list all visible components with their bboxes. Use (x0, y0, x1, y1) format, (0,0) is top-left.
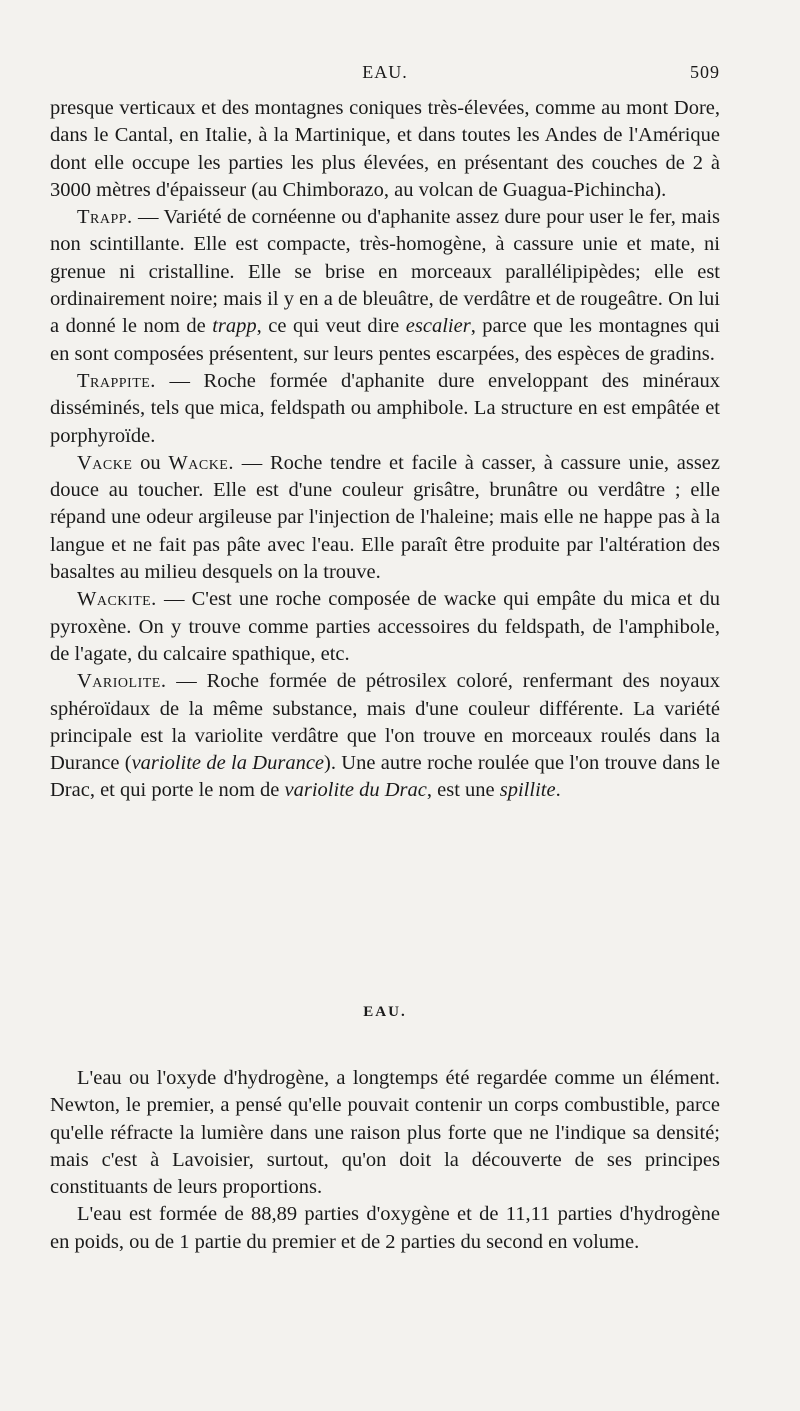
entry-term: Trappite. (77, 369, 156, 392)
entry-term: Variolite. (77, 670, 167, 693)
entry-vacke: Vacke ou Wacke. — Roche tendre et facile à casser, à cassure unie, assez douce au toucher. Elle est d'une couleur grisâtre, brunâtre ou verdâtre ; elle répand une odeur argileuse par l'injection de l'haleine; mais elle ne happe pas à la langue et ne fait pas pâte avec l'eau. Elle paraît être produite par l'altération des basaltes au milieu desquels on la trouve. (50, 451, 721, 584)
section-body (50, 1065, 720, 1256)
entry-term: Wackite. (77, 588, 157, 611)
entry-term: Wacke. (168, 451, 234, 474)
section-paragraph-2: L'eau est formée de 88,89 parties d'oxygène et de 11,11 parties d'hydrogène en poids, ou de 1 partie du premier et de 2 parties du second en volume. (50, 1203, 720, 1253)
running-title: EAU. (362, 62, 408, 82)
running-header (50, 62, 720, 88)
entry-trappite: Trappite. — Roche formée d'aphanite dure enveloppant des minéraux disséminés, tels que mica, feldspath ou amphibole. La structure en est empâtée et porphyroïde. (50, 369, 720, 447)
section-paragraph-1: L'eau ou l'oxyde d'hydrogène, a longtemps été regardée comme un élément. Newton, le premier, a pensé qu'elle pouvait contenir un corps combustible, parce qu'elle réfracte la lumière dans une raison plus forte que ne l'indique sa densité; mais c'est à Lavoisier, surtout, qu'on doit la découverte de ses principes constituants de leurs proportions. (50, 1067, 720, 1199)
entry-term: Trapp. (77, 206, 133, 229)
page-number: 509 (690, 62, 720, 82)
section-heading: EAU. (363, 1004, 407, 1020)
article-body (50, 95, 720, 805)
entry-wackite: Wackite. — C'est une roche composée de wacke qui empâte du mica et du pyroxène. On y trouve comme parties accessoires du feldspath, de l'amphibole, de l'agate, du calcaire spathique, etc. (50, 588, 720, 665)
entry-variolite: Variolite. — Roche formée de pétrosilex coloré, renfermant des noyaux sphéroïdaux de la même substance, mais d'une couleur différente. La variété principale est la variolite verdâtre que l'on trouve en morceaux roulés dans la Durance (variolite de la Durance). Une autre roche roulée que l'on trouve dans le Drac, et qui porte le nom de variolite du Drac, est une spillite. (50, 670, 720, 802)
entry-term: Vacke (77, 451, 133, 474)
entry-trapp: Trapp. — Variété de cornéenne ou d'aphanite assez dure pour user le fer, mais non scintillante. Elle est compacte, très-homogène, à cassure unie et mate, ni grenue ni cristalline. Elle se brise en morceaux parallélipipèdes; elle est ordinairement noire; mais il y en a de bleuâtre, de verdâtre et de rougeâtre. On lui a donné le nom de trapp, ce qui veut dire escalier, parce que les montagnes qui en sont composées présentent, sur leurs pentes escarpées, des espèces de gradins. (50, 206, 720, 365)
intro-paragraph: presque verticaux et des montagnes coniques très-élevées, comme au mont Dore, dans le Cantal, en Italie, à la Martinique, et dans toutes les Andes de l'Amérique dont elle occupe les parties les plus élevées, en présentant des couches de 2 à 3000 mètres d'épaisseur (au Chimborazo, au volcan de Guagua-Pichincha). (50, 97, 720, 201)
